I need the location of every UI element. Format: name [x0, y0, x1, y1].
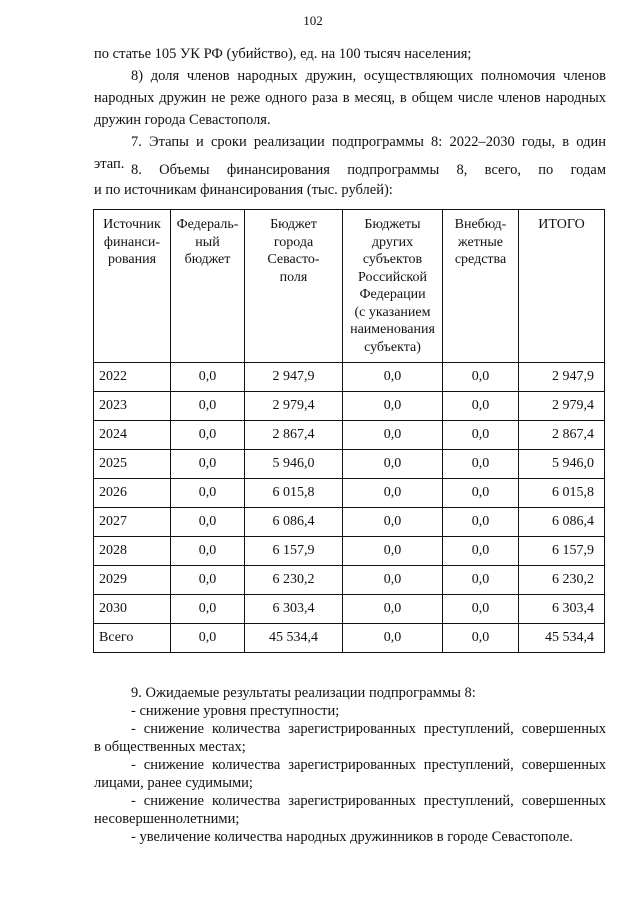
total-cell: 5 946,0: [519, 450, 605, 479]
year-cell: 2029: [94, 566, 171, 595]
header-line: Федерации: [359, 287, 426, 302]
table-header-row: [94, 210, 605, 363]
total-cell: 6 086,4: [519, 508, 605, 537]
total-cell: 2 947,9: [519, 363, 605, 392]
city-budget-cell: 45 534,4: [245, 624, 343, 653]
federal-budget-cell: 0,0: [171, 566, 245, 595]
extrabudgetary-cell: 0,0: [443, 479, 519, 508]
header-line: Севасто-: [267, 252, 320, 267]
federal-budget-cell: 0,0: [171, 450, 245, 479]
table-row: [94, 392, 605, 421]
extrabudgetary-cell: 0,0: [443, 624, 519, 653]
table-row: [94, 450, 605, 479]
table-row: [94, 421, 605, 450]
other-subjects-cell: 0,0: [343, 392, 443, 421]
city-budget-cell: 5 946,0: [245, 450, 343, 479]
results-line: в общественных местах;: [94, 739, 246, 755]
federal-budget-cell: 0,0: [171, 624, 245, 653]
city-budget-cell: 2 979,4: [245, 392, 343, 421]
total-cell: 6 230,2: [519, 566, 605, 595]
other-subjects-cell: 0,0: [343, 508, 443, 537]
extrabudgetary-cell: 0,0: [443, 392, 519, 421]
results-line: - снижение количества зарегистрированных преступлений, совершенных: [131, 757, 606, 773]
intro-line: по статье 105 УК РФ (убийство), ед. на 100 тысяч населения;: [94, 46, 472, 62]
federal-budget-cell: 0,0: [171, 537, 245, 566]
header-line: ИТОГО: [538, 217, 585, 232]
extrabudgetary-cell: 0,0: [443, 363, 519, 392]
extrabudgetary-cell: 0,0: [443, 421, 519, 450]
header-line: субъектов: [362, 252, 423, 267]
other-subjects-cell: 0,0: [343, 624, 443, 653]
other-subjects-cell: 0,0: [343, 595, 443, 624]
header-line: Бюджеты: [364, 217, 421, 232]
federal-budget-cell: 0,0: [171, 363, 245, 392]
header-line: Источник: [103, 217, 161, 232]
total-cell: 6 303,4: [519, 595, 605, 624]
results-line: несовершеннолетними;: [94, 811, 240, 827]
federal-budget-cell: 0,0: [171, 508, 245, 537]
year-cell: 2024: [94, 421, 171, 450]
table-row: [94, 566, 605, 595]
total-cell: 6 157,9: [519, 537, 605, 566]
table-row: [94, 624, 605, 653]
intro-line: 7. Этапы и сроки реализации подпрограммы 8: 2022–2030 годы, в один: [131, 134, 606, 150]
header-line: средства: [454, 252, 507, 267]
year-cell: 2028: [94, 537, 171, 566]
other-subjects-cell: 0,0: [343, 566, 443, 595]
header-line: Российской: [358, 269, 427, 285]
city-budget-cell: 6 015,8: [245, 479, 343, 508]
total-cell: 2 979,4: [519, 392, 605, 421]
year-cell: 2027: [94, 508, 171, 537]
year-cell: Всего: [94, 624, 171, 653]
table-row: [94, 363, 605, 392]
year-cell: 2022: [94, 363, 171, 392]
city-budget-cell: 2 947,9: [245, 363, 343, 392]
extrabudgetary-cell: 0,0: [443, 450, 519, 479]
results-line: 9. Ожидаемые результаты реализации подпрограммы 8:: [131, 685, 476, 701]
results-line: - снижение уровня преступности;: [131, 703, 340, 719]
header-extrabudgetary: [443, 210, 519, 363]
table-row: [94, 479, 605, 508]
year-cell: 2025: [94, 450, 171, 479]
header-line: Бюджет: [270, 217, 317, 232]
city-budget-cell: 6 086,4: [245, 508, 343, 537]
table-body: [94, 363, 605, 653]
header-city-budget: [245, 210, 343, 363]
page-number: 102: [303, 13, 323, 28]
extrabudgetary-cell: 0,0: [443, 566, 519, 595]
total-cell: 6 015,8: [519, 479, 605, 508]
year-cell: 2023: [94, 392, 171, 421]
extrabudgetary-cell: 0,0: [443, 508, 519, 537]
city-budget-cell: 6 303,4: [245, 595, 343, 624]
total-cell: 2 867,4: [519, 421, 605, 450]
results-line: лицами, ранее судимыми;: [94, 775, 253, 791]
header-source: [94, 210, 171, 363]
federal-budget-cell: 0,0: [171, 421, 245, 450]
other-subjects-cell: 0,0: [343, 450, 443, 479]
header-line: финанси-: [103, 234, 161, 250]
other-subjects-cell: 0,0: [343, 363, 443, 392]
results-line: - снижение количества зарегистрированных преступлений, совершенных: [131, 793, 606, 809]
header-line: субъекта): [364, 339, 421, 355]
federal-budget-cell: 0,0: [171, 479, 245, 508]
extrabudgetary-cell: 0,0: [443, 537, 519, 566]
intro-line: этап.: [94, 156, 125, 172]
year-cell: 2026: [94, 479, 171, 508]
header-line: (с указанием: [354, 304, 431, 320]
table-row: [94, 537, 605, 566]
city-budget-cell: 2 867,4: [245, 421, 343, 450]
total-cell: 45 534,4: [519, 624, 605, 653]
intro-line: 8) доля членов народных дружин, осуществляющих полномочия членов: [131, 68, 606, 84]
extrabudgetary-cell: 0,0: [443, 595, 519, 624]
header-line: наименования: [350, 322, 435, 337]
header-line: поля: [279, 269, 308, 285]
header-line: бюджет: [184, 252, 231, 267]
intro-line: и по источникам финансирования (тыс. рублей):: [94, 182, 393, 198]
intro-line: народных дружин не реже одного раза в месяц, в общем числе членов народных: [94, 90, 606, 106]
year-cell: 2030: [94, 595, 171, 624]
results-line: - снижение количества зарегистрированных преступлений, совершенных: [131, 721, 606, 737]
federal-budget-cell: 0,0: [171, 595, 245, 624]
other-subjects-cell: 0,0: [343, 421, 443, 450]
other-subjects-cell: 0,0: [343, 479, 443, 508]
header-line: Федераль-: [176, 217, 239, 232]
intro-line: дружин города Севастополя.: [94, 112, 271, 128]
table-row: [94, 508, 605, 537]
financing-table: [93, 209, 605, 653]
header-line: ный: [195, 234, 220, 250]
other-subjects-cell: 0,0: [343, 537, 443, 566]
results-line: - увеличение количества народных дружинников в городе Севастополе.: [131, 829, 573, 845]
city-budget-cell: 6 230,2: [245, 566, 343, 595]
header-total: [519, 210, 605, 363]
header-federal-budget: [171, 210, 245, 363]
header-line: города: [273, 234, 314, 250]
federal-budget-cell: 0,0: [171, 392, 245, 421]
intro-line: 8. Объемы финансирования подпрограммы 8, всего, по годам: [131, 162, 606, 178]
header-line: жетные: [458, 234, 503, 250]
table-row: [94, 595, 605, 624]
header-other-subjects-budget: [343, 210, 443, 363]
header-line: рования: [107, 252, 157, 267]
city-budget-cell: 6 157,9: [245, 537, 343, 566]
header-line: других: [371, 234, 414, 250]
header-line: Внебюд-: [454, 217, 507, 232]
